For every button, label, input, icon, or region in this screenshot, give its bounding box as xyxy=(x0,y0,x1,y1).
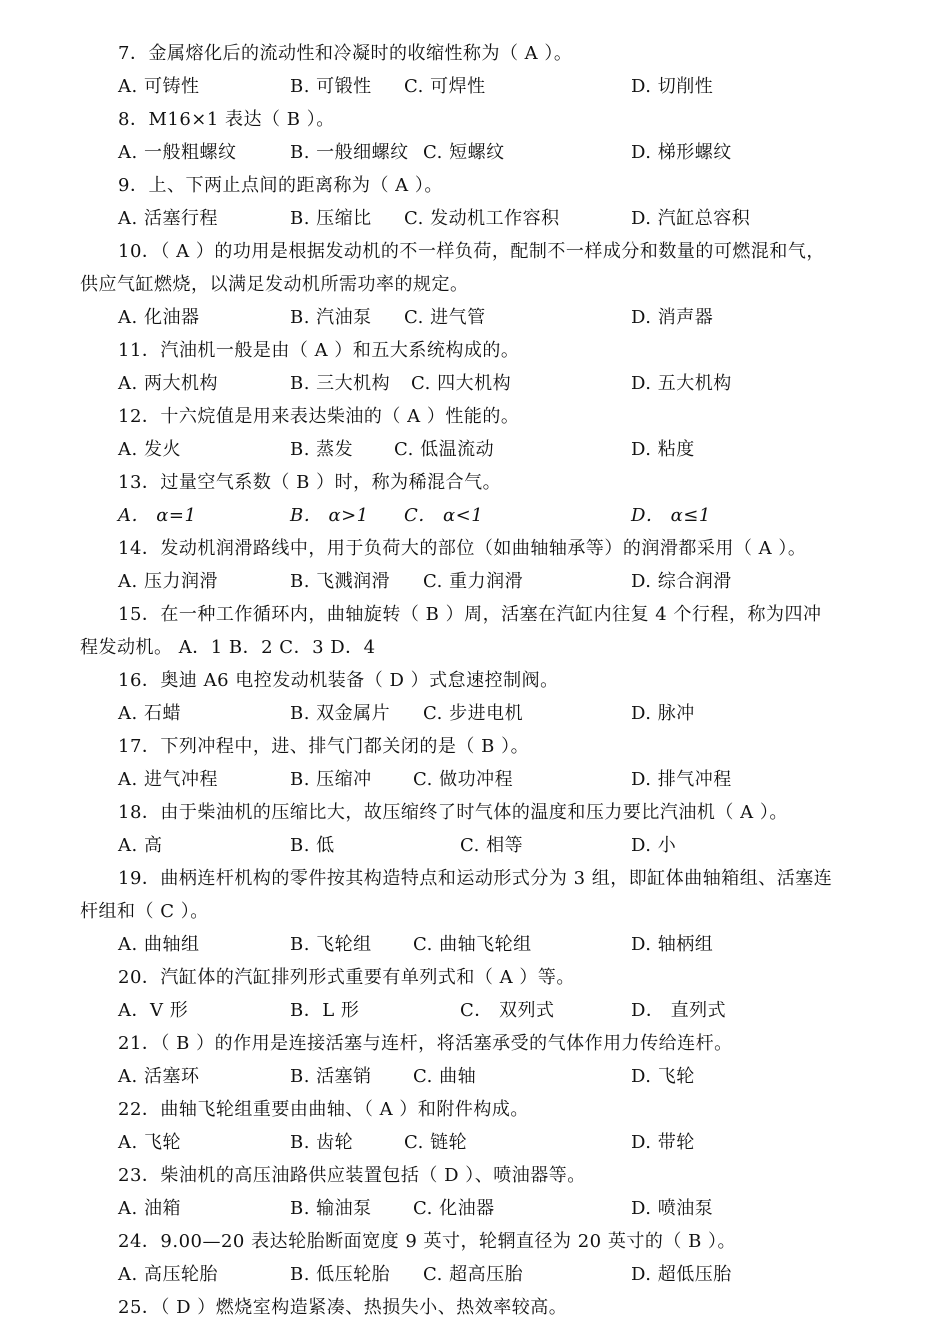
question-9: 9．上、下两止点间的距离称为（ A ）。 xyxy=(118,175,443,196)
question-16: 16．奥迪 A6 电控发动机装备（ D ）式怠速控制阀。 xyxy=(118,670,559,691)
option-c: C. 进气管 xyxy=(404,307,486,328)
option-a: A. 可铸性 xyxy=(118,76,200,97)
question-7: 7．金属熔化后的流动性和冷凝时的收缩性称为（ A ）。 xyxy=(118,43,573,64)
option-b: B． α>1 xyxy=(290,505,369,526)
option-a: A．V 形 xyxy=(118,1000,189,1021)
option-b: B. 飞轮组 xyxy=(290,934,372,955)
option-b: B．L 形 xyxy=(290,1000,360,1021)
option-b: B. 压缩冲 xyxy=(290,769,372,790)
question-13: 13．过量空气系数（ B ）时，称为稀混合气。 xyxy=(118,472,502,493)
option-c: C. 可焊性 xyxy=(404,76,486,97)
option-a: A. 化油器 xyxy=(118,307,200,328)
question-23: 23．柴油机的高压油路供应装置包括（ D ）、喷油器等。 xyxy=(118,1165,586,1186)
option-b: B. 输油泵 xyxy=(290,1198,372,1219)
option-c: C. 曲轴 xyxy=(413,1066,477,1087)
option-c: C. 发动机工作容积 xyxy=(404,208,560,229)
option-a: A. 油箱 xyxy=(118,1198,181,1219)
option-b: B. 齿轮 xyxy=(290,1132,354,1153)
option-c: C. 相等 xyxy=(460,835,524,856)
question-22: 22．曲轴飞轮组重要由曲轴、（ A ）和附件构成。 xyxy=(118,1099,529,1120)
option-a: A. 飞轮 xyxy=(118,1132,181,1153)
option-c: C. 重力润滑 xyxy=(423,571,524,592)
option-b: B. 低 xyxy=(290,835,335,856)
option-d: D. 小 xyxy=(631,835,677,856)
option-d: D. 喷油泵 xyxy=(631,1198,714,1219)
option-b: B. 飞溅润滑 xyxy=(290,571,391,592)
option-a: A. 高 xyxy=(118,835,163,856)
question-10: 10．（ A ）的功用是根据发动机的不一样负荷，配制不一样成分和数量的可燃混和气， xyxy=(118,241,825,262)
question-25: 25．（ D ）燃烧室构造紧凑、热损失小、热效率较高。 xyxy=(118,1297,568,1318)
option-c: C. 化油器 xyxy=(413,1198,495,1219)
option-a: A. 活塞行程 xyxy=(118,208,218,229)
question-10-continued: 供应气缸燃烧，以满足发动机所需功率的规定。 xyxy=(80,274,469,295)
option-b: B. 蒸发 xyxy=(290,439,354,460)
option-a: A． α=1 xyxy=(118,505,197,526)
question-14: 14．发动机润滑路线中，用于负荷大的部位（如曲轴轴承等）的润滑都采用（ A ）。 xyxy=(118,538,807,559)
option-c: C. 做功冲程 xyxy=(413,769,514,790)
option-c: C. 曲轴飞轮组 xyxy=(413,934,532,955)
option-d: D. 五大机构 xyxy=(631,373,732,394)
option-d: D. 带轮 xyxy=(631,1132,695,1153)
option-c: C． α<1 xyxy=(404,505,484,526)
option-c: C. 低温流动 xyxy=(394,439,495,460)
question-17: 17．下列冲程中，进、排气门都关闭的是（ B ）。 xyxy=(118,736,530,757)
option-c: C. 超高压胎 xyxy=(423,1264,524,1285)
option-a: A. 两大机构 xyxy=(118,373,218,394)
option-a: A. 发火 xyxy=(118,439,181,460)
option-a: A. 一般粗螺纹 xyxy=(118,142,237,163)
option-b: B. 低压轮胎 xyxy=(290,1264,391,1285)
option-a: A. 石蜡 xyxy=(118,703,181,724)
option-d: D． α≤1 xyxy=(631,505,711,526)
option-b: B. 三大机构 xyxy=(290,373,391,394)
question-20: 20．汽缸体的汽缸排列形式重要有单列式和（ A ）等。 xyxy=(118,967,575,988)
option-d: D. 排气冲程 xyxy=(631,769,732,790)
question-8: 8．M16×1 表达（ B ）。 xyxy=(118,109,335,130)
question-15-continued: 程发动机。 A．1 B．2 C．3 D．4 xyxy=(80,637,376,658)
option-b: B. 汽油泵 xyxy=(290,307,372,328)
question-18: 18．由于柴油机的压缩比大，故压缩终了时气体的温度和压力要比汽油机（ A ）。 xyxy=(118,802,788,823)
option-d: D. 脉冲 xyxy=(631,703,695,724)
question-24: 24．9.00—20 表达轮胎断面宽度 9 英寸，轮辋直径为 20 英寸的（ B ）。 xyxy=(118,1231,737,1252)
question-11: 11．汽油机一般是由（ A ）和五大系统构成的。 xyxy=(118,340,520,361)
option-c: C. 链轮 xyxy=(404,1132,468,1153)
option-d: D. 超低压胎 xyxy=(631,1264,732,1285)
option-d: D. 粘度 xyxy=(631,439,695,460)
option-b: B. 可锻性 xyxy=(290,76,372,97)
question-12: 12．十六烷值是用来表达柴油的（ A ）性能的。 xyxy=(118,406,520,427)
option-d: D． 直列式 xyxy=(631,1000,727,1021)
option-a: A. 高压轮胎 xyxy=(118,1264,218,1285)
option-d: D. 飞轮 xyxy=(631,1066,695,1087)
option-a: A. 压力润滑 xyxy=(118,571,218,592)
option-a: A. 活塞环 xyxy=(118,1066,200,1087)
option-d: D. 消声器 xyxy=(631,307,714,328)
option-c: C. 短螺纹 xyxy=(423,142,505,163)
option-d: D. 汽缸总容积 xyxy=(631,208,751,229)
question-21: 21．（ B ）的作用是连接活塞与连杆，将活塞承受的气体作用力传给连杆。 xyxy=(118,1033,733,1054)
option-b: B. 活塞销 xyxy=(290,1066,372,1087)
option-c: C. 步进电机 xyxy=(423,703,524,724)
option-b: B. 压缩比 xyxy=(290,208,372,229)
option-a: A. 曲轴组 xyxy=(118,934,200,955)
question-19-continued: 杆组和（ C ）。 xyxy=(80,901,209,922)
option-c: C． 双列式 xyxy=(460,1000,555,1021)
question-19: 19．曲柄连杆机构的零件按其构造特点和运动形式分为 3 组，即缸体曲轴箱组、活塞连 xyxy=(118,868,833,889)
question-15: 15．在一种工作循环内，曲轴旋转（ B ）周，活塞在汽缸内往复 4 个行程，称为四冲 xyxy=(118,604,822,625)
option-a: A. 进气冲程 xyxy=(118,769,218,790)
option-c: C. 四大机构 xyxy=(411,373,512,394)
option-b: B. 一般细螺纹 xyxy=(290,142,409,163)
option-b: B. 双金属片 xyxy=(290,703,391,724)
option-d: D. 轴柄组 xyxy=(631,934,714,955)
option-d: D. 梯形螺纹 xyxy=(631,142,732,163)
option-d: D. 综合润滑 xyxy=(631,571,732,592)
option-d: D. 切削性 xyxy=(631,76,714,97)
